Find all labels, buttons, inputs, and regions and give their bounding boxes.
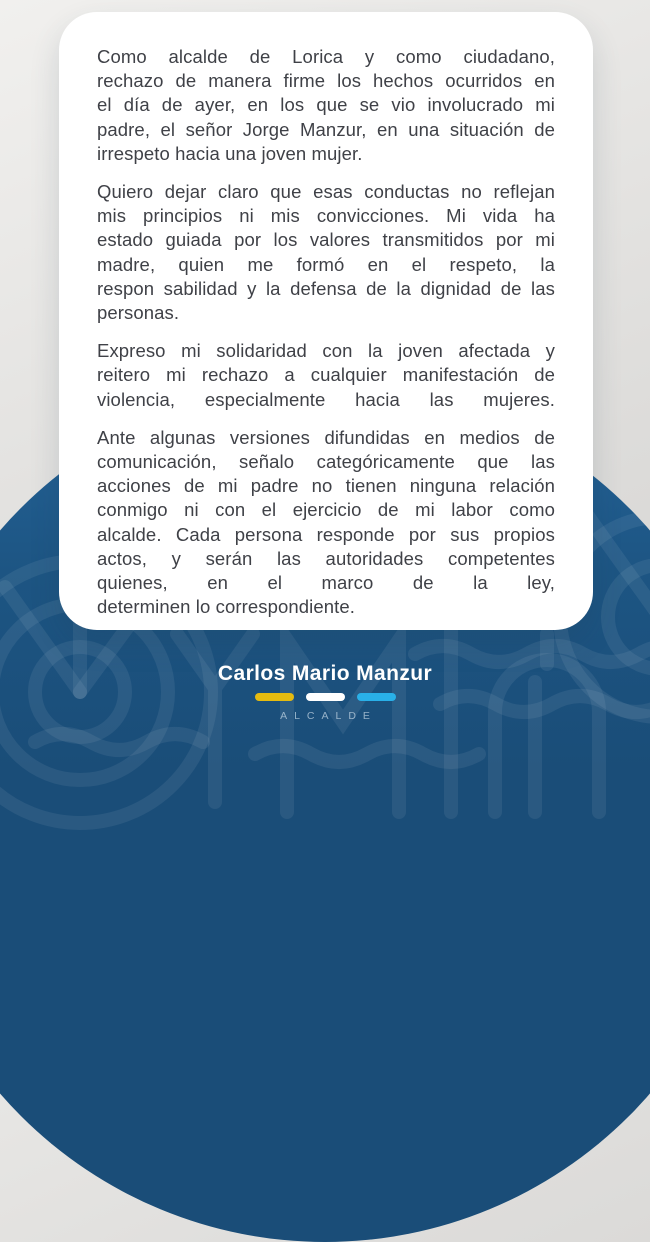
signature-name: Carlos Mario Manzur — [217, 662, 433, 685]
text-line: mis principios ni mis convicciones. Mi vida ha — [97, 205, 555, 227]
text-line: madre, quien me formó en el respeto, la — [97, 253, 555, 275]
text-line: reitero mi rechazo a cualquier manifestación de — [97, 364, 555, 386]
text-line: personas. — [97, 302, 180, 324]
paragraph — [97, 339, 555, 412]
paragraph — [97, 180, 555, 325]
text-line: determinen lo correspondiente. — [97, 596, 356, 618]
text-line: estado guiada por los valores transmitidos por mi — [97, 229, 555, 251]
paragraph — [97, 45, 555, 166]
text-line: Ante algunas versiones difundidas en medios de — [97, 426, 555, 448]
text-line: respon sabilidad y la defensa de la dignidad de las — [97, 277, 555, 299]
flag-bar-yellow — [255, 693, 294, 701]
signature-block — [0, 663, 650, 722]
text-line: Quiero dejar claro que esas conductas no reflejan — [97, 181, 555, 203]
text-line: padre, el señor Jorge Manzur, en una situación de — [97, 118, 555, 140]
statement-card — [59, 12, 593, 630]
text-line: Expreso mi solidaridad con la joven afectada y — [97, 340, 555, 362]
flag-bar-blue — [357, 693, 396, 701]
flag-bar-white — [306, 693, 345, 701]
text-line: quienes, en el marco de la ley, — [97, 572, 555, 594]
flag-bars — [0, 693, 650, 701]
text-line: rechazo de manera firme los hechos ocurridos en — [97, 70, 555, 92]
text-line: conmigo ni con el ejercicio de mi labor como — [97, 499, 555, 521]
text-line: alcalde. Cada persona responde por sus propios — [97, 523, 555, 545]
text-line: comunicación, señalo categóricamente que las — [97, 451, 555, 473]
statement-text — [97, 45, 555, 619]
text-line: violencia, especialmente hacia las mujeres. — [97, 388, 555, 410]
text-line: actos, y serán las autoridades competentes — [97, 547, 555, 569]
signature-role-label: ALCALDE — [280, 709, 377, 722]
paragraph — [97, 426, 555, 620]
text-line: el día de ayer, en los que se vio involucrado mi — [97, 94, 555, 116]
text-line: irrespeto hacia una joven mujer. — [97, 142, 363, 164]
text-line: Como alcalde de Lorica y como ciudadano, — [97, 46, 555, 67]
text-line: acciones de mi padre no tienen ninguna relación — [97, 475, 555, 497]
